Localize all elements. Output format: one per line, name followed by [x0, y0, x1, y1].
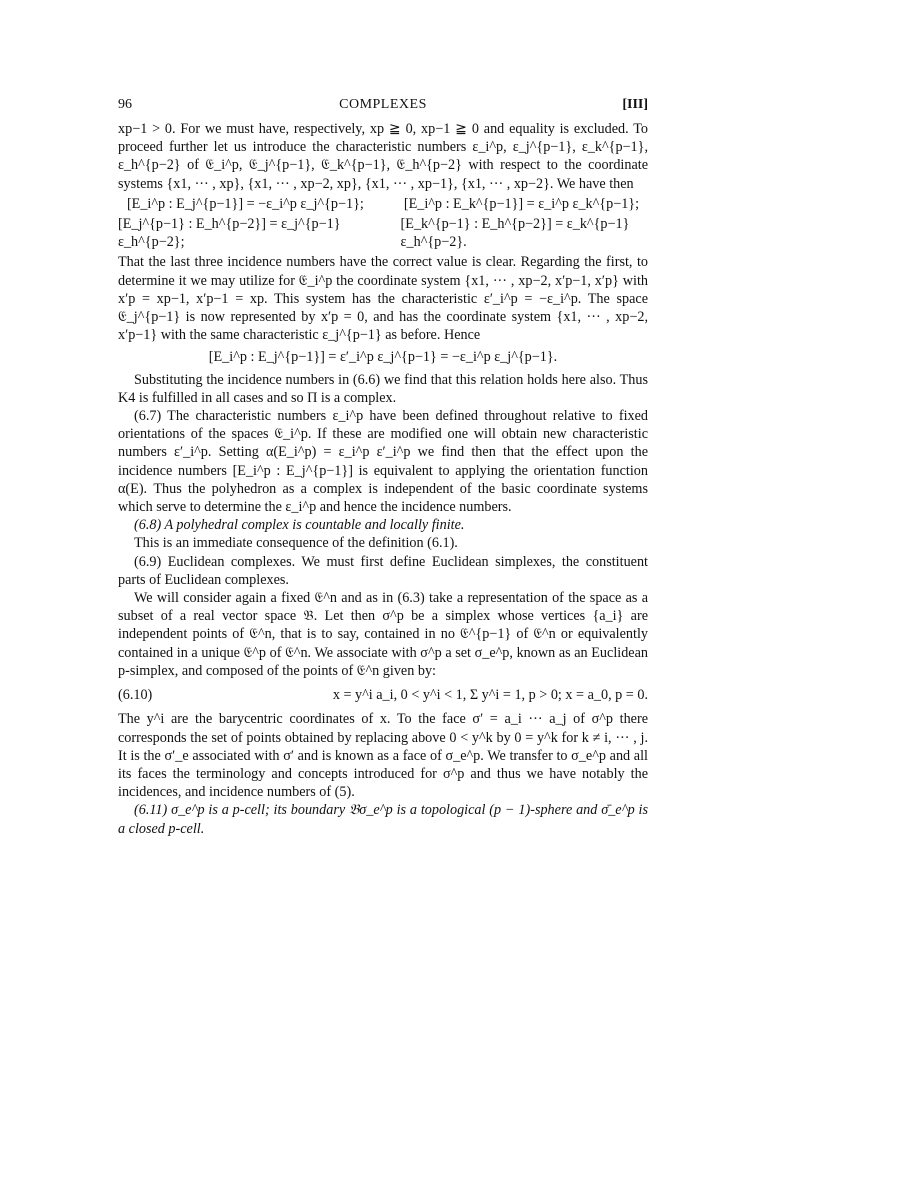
paragraph-7: (6.9) Euclidean complexes. We must first define Euclidean simplexes, the constituent parts of Euclidean complexes. [118, 553, 648, 588]
equation-2a: [E_j^{p−1} : E_h^{p−2}] = ε_j^{p−1} ε_h^{p−2}; [118, 216, 341, 251]
equation-2b: [E_k^{p−1} : E_h^{p−2}] = ε_k^{p−1} ε_h^{p−2}. [400, 216, 630, 251]
chapter-label: [III] [622, 97, 648, 112]
equation-4-label: (6.10) [118, 687, 153, 704]
paragraph-4: (6.7) The characteristic numbers ε_i^p have been defined throughout relative to fixed orientations of the spaces 𝔈_i^p. If these are modified one will obtain new characteristic numbers ε′_i^p. Setting α(E_i^p) = ε_i^p ε′_i^p we find then that the effect upon the incidence numbers [E_i^p : E_j^{p−1}] is equivalent to applying the orientation function α(E). Thus the polyhedron as a complex is independent of the basic coordinate systems which serve to determine the ε_i^p and hence the incidence numbers. [118, 408, 648, 516]
page [118, 96, 648, 838]
equation-row-1 [118, 195, 648, 213]
paragraph-1: xp−1 > 0. For we must have, respectively, xp ≧ 0, xp−1 ≧ 0 and equality is excluded. To proceed further let us introduce the characteristic numbers ε_i^p, ε_j^{p−1}, ε_k^{p−1}, ε_h^{p−2} of 𝔈_i^p, 𝔈_j^{p−1}, 𝔈_k^{p−1}, 𝔈_h^{p−2} with respect to the coordinate systems {x1, ··· , xp}, {x1, ··· , xp−2, xp}, {x1, ··· , xp−1}, {x1, ··· , xp−2}. We have then [118, 121, 648, 192]
equation-3: [E_i^p : E_j^{p−1}] = ε′_i^p ε_j^{p−1} = −ε_i^p ε_j^{p−1}. [208, 349, 558, 366]
equation-1b: [E_i^p : E_k^{p−1}] = ε_i^p ε_k^{p−1}; [403, 195, 640, 212]
equation-4: x = y^i a_i, 0 < y^i < 1, Σ y^i = 1, p > 0; x = a_0, p = 0. [332, 687, 648, 704]
paragraph-9: The y^i are the barycentric coordinates of x. To the face σ′ = a_i ··· a_j of σ^p there corresponds the set of points obtained by replacing above 0 < y^k by 0 = y^k for k ≠ i, ··· , j. It is the σ′_e associated with σ′ and is known as a face of σ_e^p. We transfer to σ_e^p and all its faces the terminology and concepts introduced for σ^p and thus we have notably the incidences, and incidence numbers of (5). [118, 711, 648, 801]
paragraph-6: This is an immediate consequence of the definition (6.1). [134, 535, 458, 552]
equation-row-2 [118, 215, 648, 251]
paragraph-10: (6.11) σ_e^p is a p-cell; its boundary 𝔅σ_e^p is a topological (p − 1)-sphere and σ̄_e^p is a closed p-cell. [118, 802, 648, 837]
equation-1a: [E_i^p : E_j^{p−1}] = −ε_i^p ε_j^{p−1}; [126, 195, 364, 212]
page-number: 96 [118, 97, 132, 112]
paragraph-2: That the last three incidence numbers have the correct value is clear. Regarding the first, to determine it we may utilize for 𝔈_i^p the coordinate system {x1, ··· , xp−2, x′p−1, x′p} with x′p = xp−1, x′p−1 = xp. This system has the characteristic ε′_i^p = −ε_i^p. The space 𝔈_j^{p−1} is now represented by x′p = 0, and has the coordinate system {x1, ··· , xp−2, x′p−1} with the same characteristic ε_j^{p−1} as before. Hence [118, 254, 648, 344]
running-title: COMPLEXES [339, 97, 427, 112]
paragraph-8: We will consider again a fixed 𝔈^n and as in (6.3) take a representation of the space as a subset of a real vector space 𝔅. Let then σ^p be a simplex whose vertices {a_i} are independent points of 𝔈^n, that is to say, contained in no 𝔈^{p−1} of 𝔈^n or equivalently contained in a unique 𝔈^p of 𝔈^n. We associate with σ^p a set σ_e^p, known as an Euclidean p-simplex, and composed of the points of 𝔈^n given by: [118, 590, 648, 679]
paragraph-3: Substituting the incidence numbers in (6.6) we find that this relation holds here also. Thus K4 is fulfilled in all cases and so Π is a complex. [118, 371, 648, 406]
paragraph-5: (6.8) A polyhedral complex is countable and locally finite. [134, 517, 465, 534]
equation-4-row [118, 686, 648, 704]
running-header [118, 96, 648, 120]
